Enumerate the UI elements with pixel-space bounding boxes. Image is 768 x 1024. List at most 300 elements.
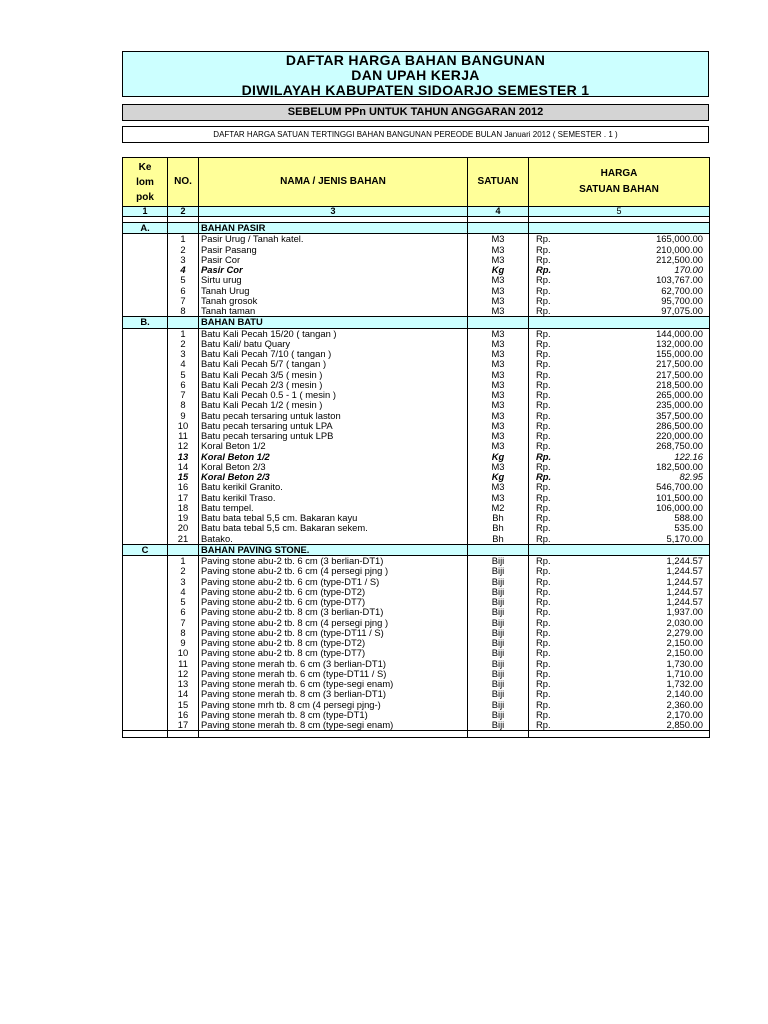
item-price: 1,244.57 xyxy=(666,586,703,597)
header-nama: NAMA / JENIS BAHAN xyxy=(199,158,468,207)
item-name: Batu Kali Pecah 15/20 ( tangan ) xyxy=(199,328,468,339)
section-row xyxy=(123,544,710,555)
item-price-cell xyxy=(529,452,710,462)
currency-label: Rp. xyxy=(536,359,551,370)
item-price-cell xyxy=(529,679,710,689)
item-price-cell xyxy=(529,328,710,339)
item-unit: M3 xyxy=(468,462,529,472)
item-name: Batu Kali Pecah 0.5 - 1 ( mesin ) xyxy=(199,390,468,400)
period-info: DAFTAR HARGA SATUAN TERTINGGI BAHAN BANGUNAN PEREODE BULAN Januari 2012 ( SEMESTER . 1 ) xyxy=(122,126,709,143)
item-name: Batu pecah tersaring untuk laston xyxy=(199,411,468,421)
item-name: Paving stone merah tb. 8 cm (3 berlian-DT1) xyxy=(199,689,468,699)
currency-label: Rp. xyxy=(536,349,551,359)
table-row xyxy=(123,472,710,482)
currency-label: Rp. xyxy=(536,607,551,618)
item-unit: M3 xyxy=(468,245,529,255)
item-price-cell xyxy=(529,421,710,431)
table-row xyxy=(123,700,710,710)
item-name: Batu bata tebal 5,5 cm. Bakaran kayu xyxy=(199,513,468,523)
item-price: 268,750.00 xyxy=(656,441,703,452)
currency-label: Rp. xyxy=(536,533,551,544)
column-number: 1 xyxy=(123,207,168,217)
currency-label: Rp. xyxy=(536,410,551,421)
item-unit: Biji xyxy=(468,566,529,576)
section-name: BAHAN PASIR xyxy=(199,223,468,234)
item-unit: M3 xyxy=(468,421,529,431)
item-name: Batako. xyxy=(199,534,468,545)
item-price: 103,767.00 xyxy=(656,275,703,286)
item-price: 2,150.00 xyxy=(666,638,703,649)
item-name: Paving stone merah tb. 6 cm (type-DT11 / S) xyxy=(199,669,468,679)
item-unit: Biji xyxy=(468,648,529,658)
item-price: 5,170.00 xyxy=(666,533,703,544)
item-price: 286,500.00 xyxy=(656,420,703,431)
item-unit: Biji xyxy=(468,587,529,597)
item-no: 2 xyxy=(168,566,199,576)
header-kelompok: Ke lom pok xyxy=(123,158,168,207)
item-unit: M3 xyxy=(468,370,529,380)
item-price-cell xyxy=(529,659,710,669)
item-unit: Biji xyxy=(468,628,529,638)
currency-label: Rp. xyxy=(536,379,551,390)
item-price-cell xyxy=(529,587,710,597)
item-name: Pasir Pasang xyxy=(199,245,468,255)
item-price-cell xyxy=(529,607,710,617)
table-row xyxy=(123,245,710,255)
item-name: Batu Kali Pecah 2/3 ( mesin ) xyxy=(199,380,468,390)
item-price-cell xyxy=(529,441,710,451)
table-row xyxy=(123,390,710,400)
item-price-cell xyxy=(529,255,710,265)
item-no: 3 xyxy=(168,577,199,587)
item-no: 16 xyxy=(168,710,199,720)
item-no: 16 xyxy=(168,482,199,492)
item-name: Paving stone abu-2 tb. 8 cm (type-DT11 / S) xyxy=(199,628,468,638)
section-name: BAHAN BATU xyxy=(199,317,468,328)
item-price-cell xyxy=(529,339,710,349)
table-row xyxy=(123,306,710,317)
currency-label: Rp. xyxy=(536,689,551,700)
item-name: Tanah Urug xyxy=(199,286,468,296)
item-no: 5 xyxy=(168,597,199,607)
item-price-cell xyxy=(529,349,710,359)
item-price: 122.16 xyxy=(674,451,703,462)
currency-label: Rp. xyxy=(536,461,551,472)
item-price: 265,000.00 xyxy=(656,390,703,401)
item-price: 1,710.00 xyxy=(666,668,703,679)
item-name: Koral Beton 2/3 xyxy=(199,462,468,472)
item-price-cell xyxy=(529,359,710,369)
item-price-cell xyxy=(529,493,710,503)
item-price: 2,279.00 xyxy=(666,627,703,638)
currency-label: Rp. xyxy=(536,513,551,523)
column-number: 2 xyxy=(168,207,199,217)
currency-label: Rp. xyxy=(536,658,551,669)
currency-label: Rp. xyxy=(536,627,551,638)
item-unit: M3 xyxy=(468,296,529,306)
item-no: 9 xyxy=(168,411,199,421)
currency-label: Rp. xyxy=(536,576,551,587)
item-no: 11 xyxy=(168,431,199,441)
item-no: 17 xyxy=(168,493,199,503)
table-row xyxy=(123,493,710,503)
item-no: 8 xyxy=(168,306,199,317)
item-price-cell xyxy=(529,689,710,699)
table-row xyxy=(123,523,710,533)
table-row xyxy=(123,421,710,431)
table-row xyxy=(123,577,710,587)
table-row xyxy=(123,689,710,699)
item-price-cell xyxy=(529,638,710,648)
item-price: 2,140.00 xyxy=(666,689,703,700)
item-price-cell xyxy=(529,482,710,492)
table-row xyxy=(123,255,710,265)
item-price: 155,000.00 xyxy=(656,349,703,360)
item-no: 20 xyxy=(168,523,199,533)
item-unit: M3 xyxy=(468,286,529,296)
item-price: 165,000.00 xyxy=(656,233,703,245)
item-name: Paving stone abu-2 tb. 8 cm (type-DT2) xyxy=(199,638,468,648)
currency-label: Rp. xyxy=(536,306,551,316)
table-row xyxy=(123,452,710,462)
item-no: 21 xyxy=(168,534,199,545)
item-no: 10 xyxy=(168,421,199,431)
currency-label: Rp. xyxy=(536,502,551,513)
currency-label: Rp. xyxy=(536,586,551,597)
table-row xyxy=(123,286,710,296)
item-price: 588.00 xyxy=(674,513,703,524)
item-no: 5 xyxy=(168,275,199,285)
item-no: 2 xyxy=(168,339,199,349)
currency-label: Rp. xyxy=(536,720,551,730)
item-no: 3 xyxy=(168,255,199,265)
item-name: Paving stone abu-2 tb. 6 cm (type-DT1 / S) xyxy=(199,577,468,587)
section-row xyxy=(123,317,710,328)
item-price: 217,500.00 xyxy=(656,369,703,380)
item-name: Paving stone merah tb. 8 cm (type-DT1) xyxy=(199,710,468,720)
item-no: 1 xyxy=(168,234,199,245)
item-price: 1,937.00 xyxy=(666,607,703,618)
table-row xyxy=(123,648,710,658)
table-row xyxy=(123,234,710,245)
item-no: 19 xyxy=(168,513,199,523)
item-no: 6 xyxy=(168,607,199,617)
item-price-cell xyxy=(529,700,710,710)
item-unit: M3 xyxy=(468,275,529,285)
table-row xyxy=(123,275,710,285)
table-row xyxy=(123,431,710,441)
item-price-cell xyxy=(529,566,710,576)
item-name: Batu Kali Pecah 7/10 ( tangan ) xyxy=(199,349,468,359)
item-price-cell xyxy=(529,286,710,296)
table-row xyxy=(123,534,710,545)
currency-label: Rp. xyxy=(536,699,551,710)
item-price-cell xyxy=(529,628,710,638)
table-row xyxy=(123,720,710,731)
item-no: 14 xyxy=(168,462,199,472)
item-name: Pasir Cor xyxy=(199,255,468,265)
column-number-row xyxy=(123,207,710,217)
item-unit: M3 xyxy=(468,400,529,410)
item-unit: M3 xyxy=(468,482,529,492)
item-price-cell xyxy=(529,306,710,317)
item-no: 8 xyxy=(168,628,199,638)
item-unit: M3 xyxy=(468,306,529,317)
item-price: 144,000.00 xyxy=(656,328,703,339)
item-name: Koral Beton 1/2 xyxy=(199,441,468,451)
item-name: Batu Kali/ batu Quary xyxy=(199,339,468,349)
table-row xyxy=(123,607,710,617)
item-no: 1 xyxy=(168,328,199,339)
item-name: Batu kerikil Traso. xyxy=(199,493,468,503)
currency-label: Rp. xyxy=(536,492,551,503)
currency-label: Rp. xyxy=(536,390,551,400)
item-unit: Biji xyxy=(468,607,529,617)
currency-label: Rp. xyxy=(536,709,551,720)
item-unit: Kg xyxy=(468,265,529,275)
item-price-cell xyxy=(529,462,710,472)
currency-label: Rp. xyxy=(536,420,551,431)
item-price: 235,000.00 xyxy=(656,400,703,411)
item-name: Paving stone mrh tb. 8 cm (4 persegi pjng-) xyxy=(199,700,468,710)
currency-label: Rp. xyxy=(536,441,551,452)
item-name: Paving stone abu-2 tb. 6 cm (type-DT7) xyxy=(199,597,468,607)
table-row xyxy=(123,370,710,380)
currency-label: Rp. xyxy=(536,451,552,462)
table-row xyxy=(123,513,710,523)
item-price-cell xyxy=(529,275,710,285)
item-name: Paving stone abu-2 tb. 6 cm (type-DT2) xyxy=(199,587,468,597)
table-end-row xyxy=(123,731,710,738)
item-price: 82.95 xyxy=(679,472,703,483)
column-number: 3 xyxy=(199,207,468,217)
item-no: 13 xyxy=(168,452,199,462)
item-no: 7 xyxy=(168,296,199,306)
item-unit: M3 xyxy=(468,431,529,441)
item-price-cell xyxy=(529,400,710,410)
item-no: 5 xyxy=(168,370,199,380)
item-price: 1,244.57 xyxy=(666,566,703,577)
currency-label: Rp. xyxy=(536,482,551,493)
item-no: 15 xyxy=(168,700,199,710)
item-price-cell xyxy=(529,534,710,545)
item-unit: M3 xyxy=(468,234,529,245)
item-unit: M3 xyxy=(468,380,529,390)
table-row xyxy=(123,462,710,472)
item-price: 1,244.57 xyxy=(666,597,703,608)
currency-label: Rp. xyxy=(536,472,552,482)
item-name: Batu pecah tersaring untuk LPB xyxy=(199,431,468,441)
item-price-cell xyxy=(529,234,710,245)
currency-label: Rp. xyxy=(536,668,551,679)
item-unit: M3 xyxy=(468,390,529,400)
item-price-cell xyxy=(529,648,710,658)
table-row xyxy=(123,628,710,638)
document-subtitle: SEBELUM PPn UNTUK TAHUN ANGGARAN 2012 xyxy=(122,104,709,121)
item-price: 170.00 xyxy=(674,265,703,276)
item-unit: Biji xyxy=(468,689,529,699)
item-unit: M3 xyxy=(468,493,529,503)
item-name: Batu Kali Pecah 1/2 ( mesin ) xyxy=(199,400,468,410)
item-price-cell xyxy=(529,597,710,607)
item-price-cell xyxy=(529,513,710,523)
table-row xyxy=(123,618,710,628)
section-row xyxy=(123,223,710,234)
section-code: A. xyxy=(123,223,168,234)
item-unit: Biji xyxy=(468,669,529,679)
table-row xyxy=(123,296,710,306)
item-unit: M3 xyxy=(468,411,529,421)
column-number: 4 xyxy=(468,207,529,217)
header-no: NO. xyxy=(168,158,199,207)
header-satuan: SATUAN xyxy=(468,158,529,207)
item-name: Batu tempel. xyxy=(199,503,468,513)
currency-label: Rp. xyxy=(536,285,551,296)
item-price: 95,700.00 xyxy=(661,295,703,306)
item-price-cell xyxy=(529,245,710,255)
item-no: 13 xyxy=(168,679,199,689)
item-no: 7 xyxy=(168,618,199,628)
item-name: Paving stone merah tb. 6 cm (type-segi enam) xyxy=(199,679,468,689)
item-price-cell xyxy=(529,472,710,482)
item-price: 101,500.00 xyxy=(656,492,703,503)
item-price: 210,000.00 xyxy=(656,244,703,255)
table-row xyxy=(123,679,710,689)
currency-label: Rp. xyxy=(536,648,551,659)
item-unit: M3 xyxy=(468,349,529,359)
item-no: 10 xyxy=(168,648,199,658)
item-name: Paving stone merah tb. 8 cm (type-segi enam) xyxy=(199,720,468,731)
item-name: Batu bata tebal 5,5 cm. Bakaran sekem. xyxy=(199,523,468,533)
table-row xyxy=(123,503,710,513)
currency-label: Rp. xyxy=(536,369,551,380)
item-name: Tanah grosok xyxy=(199,296,468,306)
item-name: Paving stone merah tb. 6 cm (3 berlian-DT1) xyxy=(199,659,468,669)
item-price: 535.00 xyxy=(674,523,703,534)
item-name: Batu Kali Pecah 3/5 ( mesin ) xyxy=(199,370,468,380)
table-row xyxy=(123,349,710,359)
item-price-cell xyxy=(529,503,710,513)
item-price-cell xyxy=(529,296,710,306)
item-no: 4 xyxy=(168,587,199,597)
currency-label: Rp. xyxy=(536,597,551,607)
item-unit: M3 xyxy=(468,328,529,339)
item-no: 2 xyxy=(168,245,199,255)
item-unit: Biji xyxy=(468,720,529,731)
item-no: 8 xyxy=(168,400,199,410)
item-unit: Biji xyxy=(468,577,529,587)
table-row xyxy=(123,400,710,410)
section-code: C xyxy=(123,544,168,555)
column-number: 5 xyxy=(529,207,710,217)
item-name: Batu Kali Pecah 5/7 ( tangan ) xyxy=(199,359,468,369)
item-unit: Bh xyxy=(468,513,529,523)
item-unit: Biji xyxy=(468,618,529,628)
table-row xyxy=(123,380,710,390)
item-price: 1,244.57 xyxy=(666,576,703,587)
item-price: 1,730.00 xyxy=(666,658,703,669)
table-row xyxy=(123,566,710,576)
item-no: 4 xyxy=(168,359,199,369)
item-unit: Biji xyxy=(468,700,529,710)
item-unit: M3 xyxy=(468,339,529,349)
item-no: 9 xyxy=(168,638,199,648)
item-name: Paving stone abu-2 tb. 8 cm (type-DT7) xyxy=(199,648,468,658)
item-price-cell xyxy=(529,431,710,441)
table-row xyxy=(123,359,710,369)
currency-label: Rp. xyxy=(536,265,552,275)
item-name: Paving stone abu-2 tb. 8 cm (4 persegi pjng ) xyxy=(199,618,468,628)
item-unit: M3 xyxy=(468,255,529,265)
item-no: 7 xyxy=(168,390,199,400)
item-name: Batu kerikil Granito. xyxy=(199,482,468,492)
item-unit: Biji xyxy=(468,597,529,607)
item-no: 3 xyxy=(168,349,199,359)
table-row xyxy=(123,265,710,275)
item-no: 4 xyxy=(168,265,199,275)
item-name: Koral Beton 1/2 xyxy=(199,452,468,462)
currency-label: Rp. xyxy=(536,328,551,339)
table-row xyxy=(123,411,710,421)
item-name: Paving stone abu-2 tb. 6 cm (3 berlian-DT1) xyxy=(199,556,468,567)
item-no: 1 xyxy=(168,556,199,567)
item-unit: Biji xyxy=(468,679,529,689)
item-no: 18 xyxy=(168,503,199,513)
item-price-cell xyxy=(529,710,710,720)
item-price-cell xyxy=(529,556,710,567)
item-price: 220,000.00 xyxy=(656,431,703,442)
item-price: 1,732.00 xyxy=(666,679,703,690)
table-row xyxy=(123,597,710,607)
currency-label: Rp. xyxy=(536,431,551,441)
item-name: Paving stone abu-2 tb. 8 cm (3 berlian-DT1) xyxy=(199,607,468,617)
item-unit: Biji xyxy=(468,638,529,648)
item-name: Paving stone abu-2 tb. 6 cm (4 persegi pjng ) xyxy=(199,566,468,576)
item-price: 132,000.00 xyxy=(656,338,703,349)
item-price-cell xyxy=(529,390,710,400)
item-price: 2,170.00 xyxy=(666,709,703,720)
table-header-row xyxy=(123,158,710,207)
item-unit: Bh xyxy=(468,523,529,533)
title-line-3: DIWILAYAH KABUPATEN SIDOARJO SEMESTER 1 xyxy=(241,82,590,98)
item-no: 6 xyxy=(168,380,199,390)
item-unit: Biji xyxy=(468,556,529,567)
item-unit: M3 xyxy=(468,359,529,369)
item-price: 1,244.57 xyxy=(666,555,703,567)
price-table xyxy=(122,157,710,738)
table-row xyxy=(123,328,710,339)
currency-label: Rp. xyxy=(536,254,551,265)
item-price-cell xyxy=(529,720,710,731)
item-no: 6 xyxy=(168,286,199,296)
item-name: Koral Beton 2/3 xyxy=(199,472,468,482)
item-price-cell xyxy=(529,265,710,275)
item-unit: Biji xyxy=(468,710,529,720)
header-harga: HARGA SATUAN BAHAN xyxy=(529,158,710,207)
table-row xyxy=(123,587,710,597)
item-no: 17 xyxy=(168,720,199,731)
item-unit: M2 xyxy=(468,503,529,513)
table-row xyxy=(123,710,710,720)
item-no: 12 xyxy=(168,669,199,679)
table-row xyxy=(123,339,710,349)
item-price: 2,030.00 xyxy=(666,617,703,628)
item-no: 11 xyxy=(168,659,199,669)
item-price: 217,500.00 xyxy=(656,359,703,370)
currency-label: Rp. xyxy=(536,233,551,245)
item-price-cell xyxy=(529,577,710,587)
item-name: Pasir Urug / Tanah katel. xyxy=(199,234,468,245)
